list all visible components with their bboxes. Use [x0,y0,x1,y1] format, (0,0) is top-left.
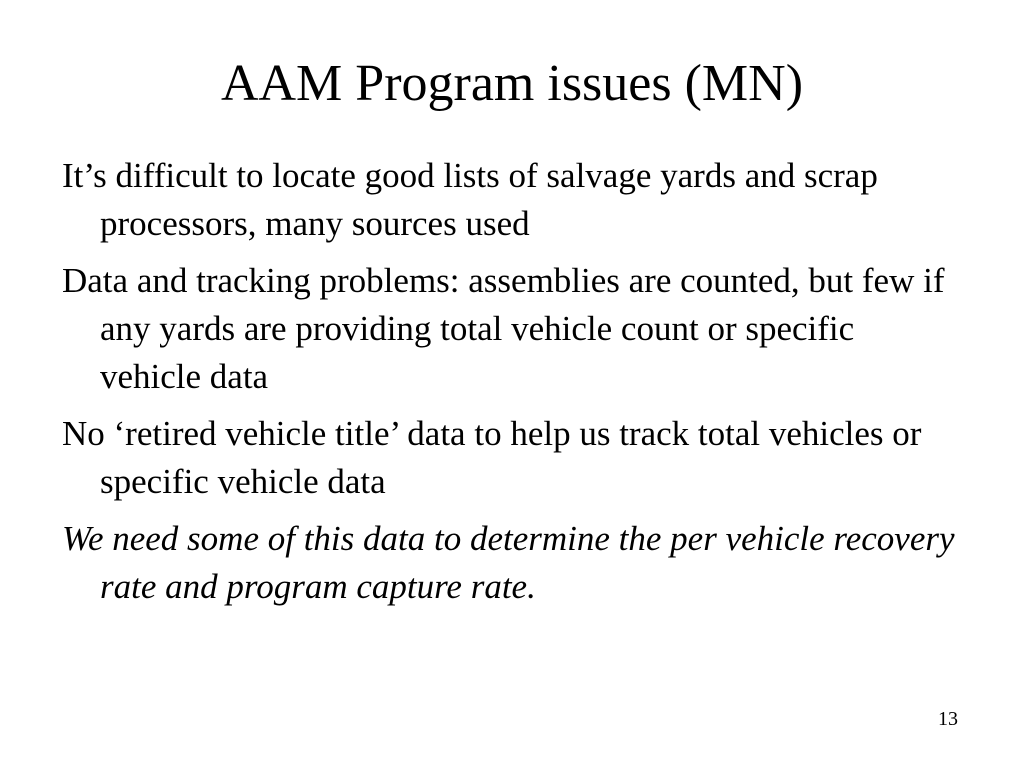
slide-title: AAM Program issues (MN) [220,55,804,112]
slide-number: 13 [938,708,958,730]
bullet-item-tracking-problems: Data and tracking problems: assemblies are counted, but few if any yards are providing total vehicle count or specific vehicle data [62,261,945,396]
bullet-item-salvage-lists: It’s difficult to locate good lists of salvage yards and scrap processors, many sources used [62,156,878,243]
bullet-item-retired-title: No ‘retired vehicle title’ data to help us track total vehicles or specific vehicle data [62,414,922,501]
bullet-list [62,152,962,620]
bullet-item-data-need: We need some of this data to determine the per vehicle recovery rate and program capture rate. [62,519,955,606]
